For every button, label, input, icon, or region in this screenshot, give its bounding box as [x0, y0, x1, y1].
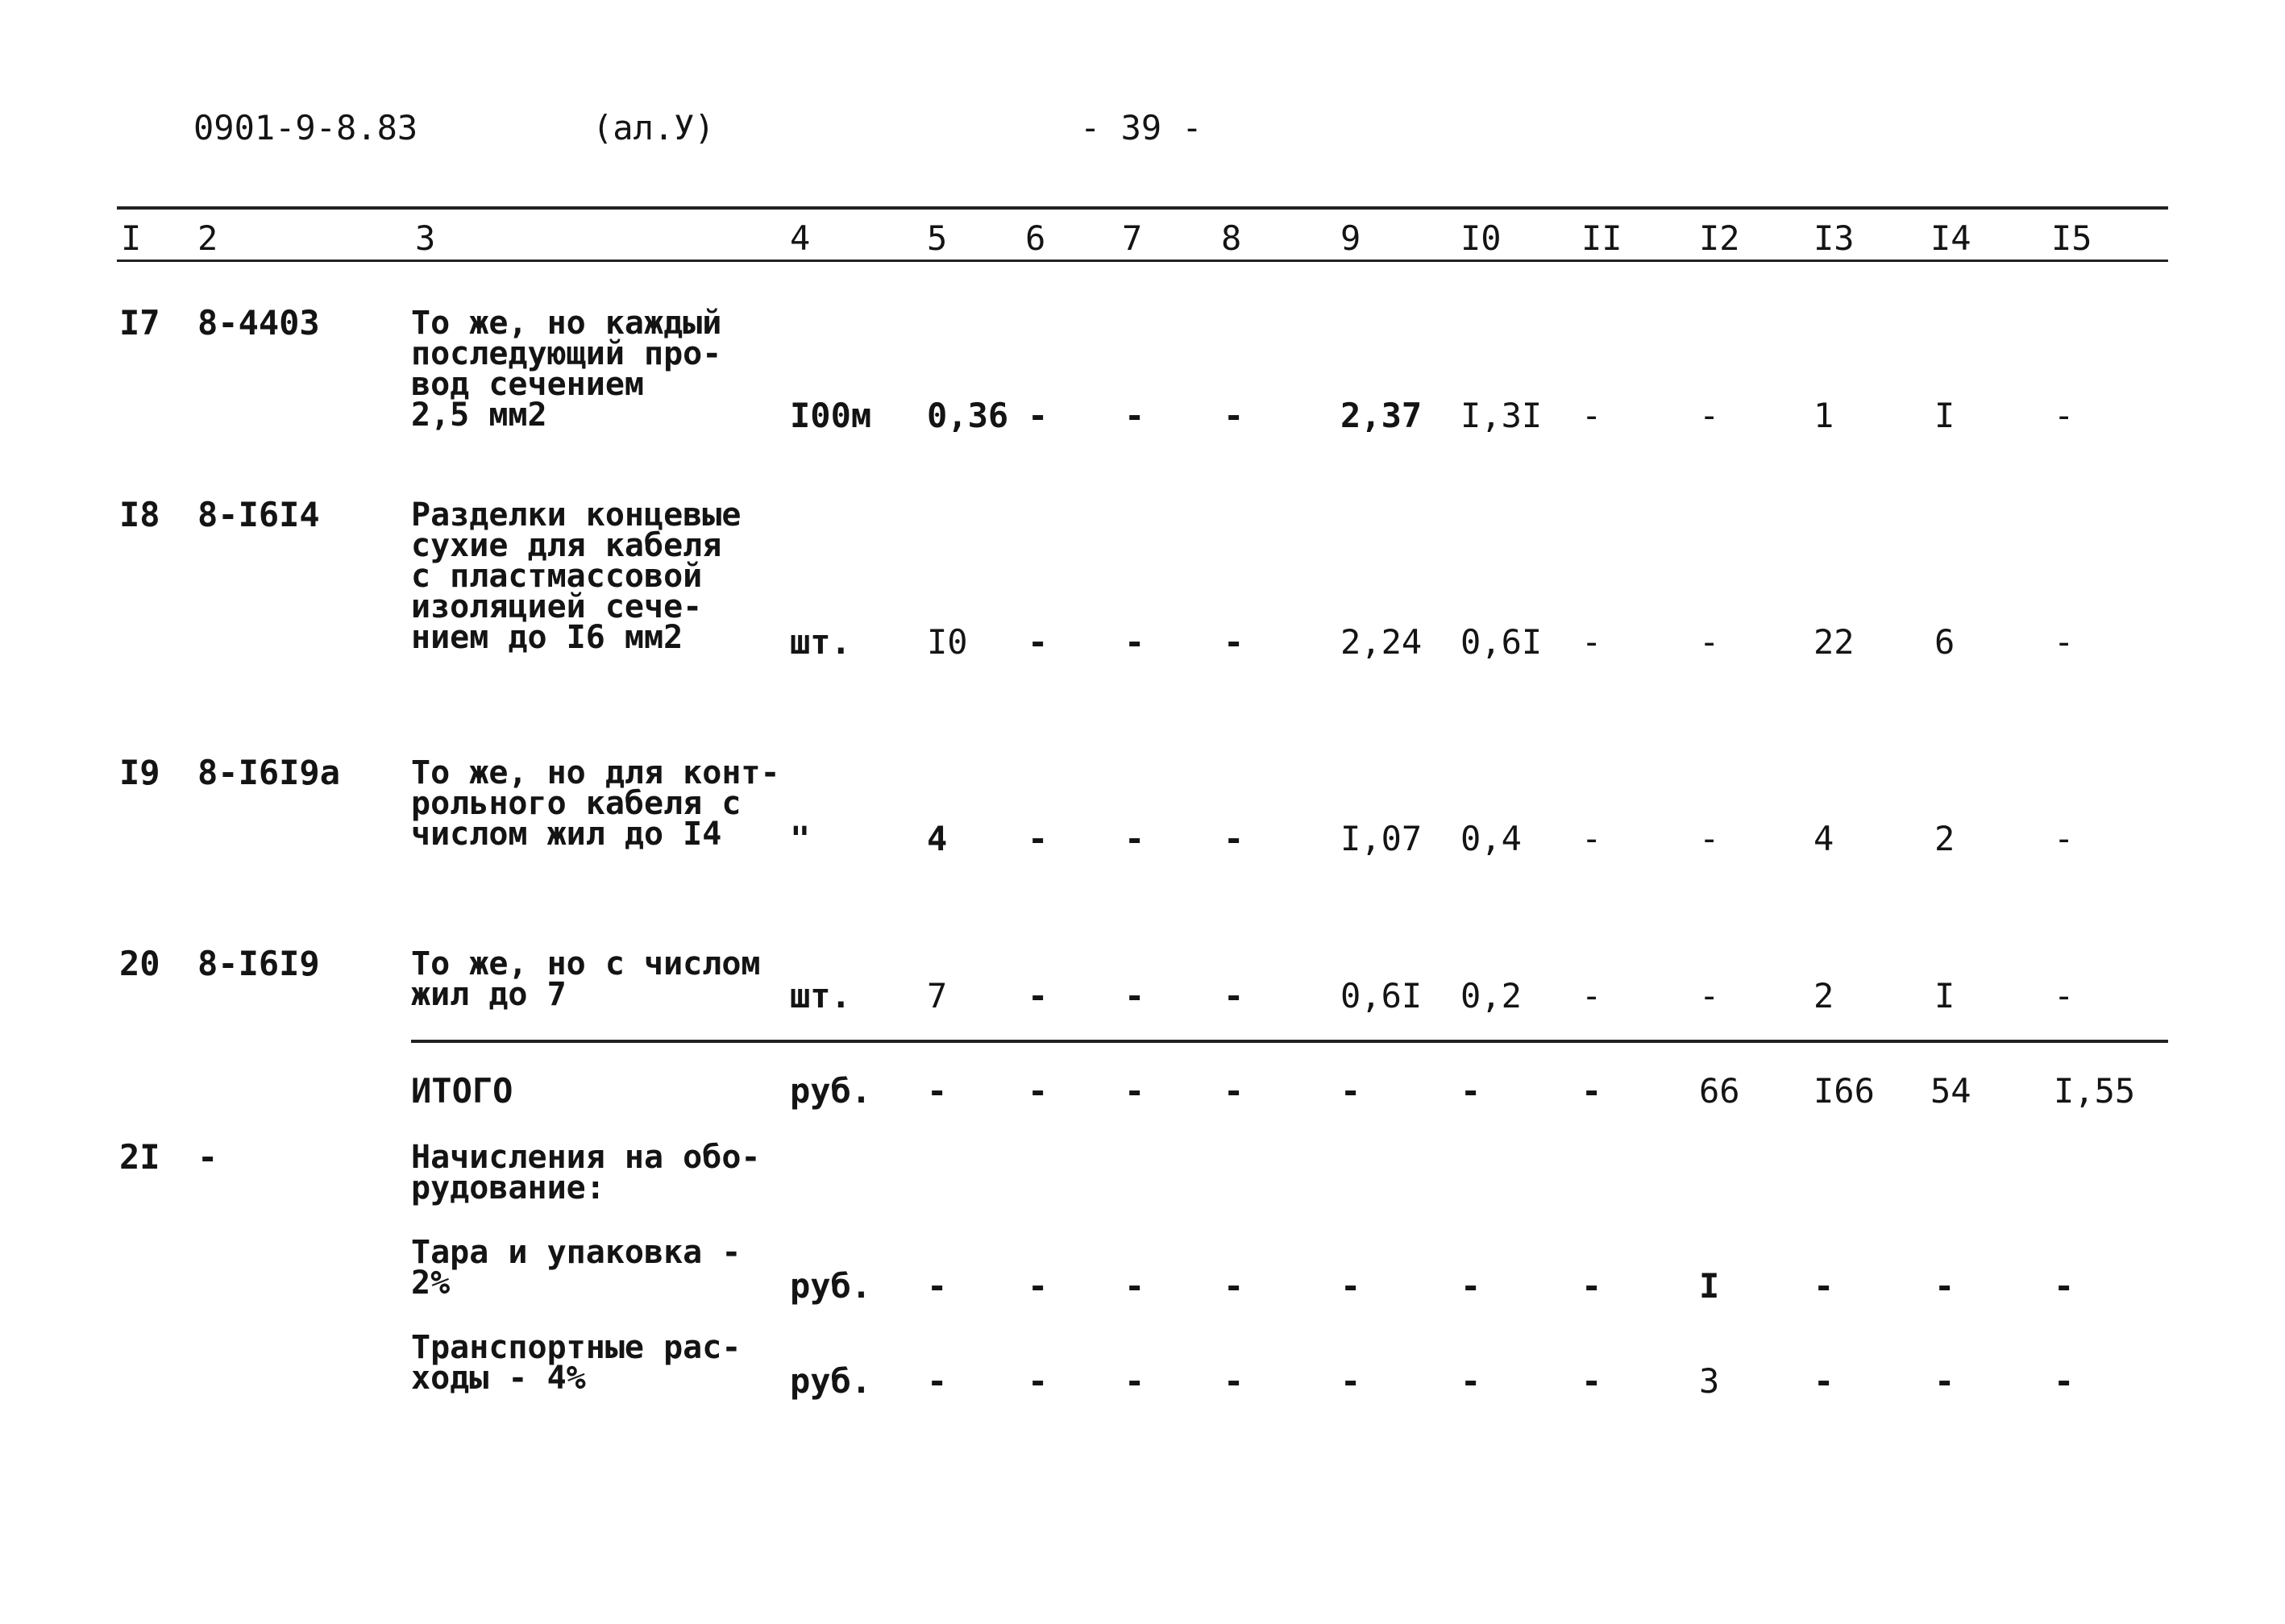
rate-code: -: [197, 1137, 218, 1177]
unit: ": [790, 819, 811, 858]
column-header: 2: [197, 218, 218, 258]
quantity: I0: [927, 622, 968, 662]
cell-col-6: -: [1028, 1266, 1049, 1306]
cell-col-12: -: [1699, 819, 1720, 858]
row-number: 20: [119, 944, 160, 983]
cell-col-13: 1: [1813, 396, 1834, 435]
cell-col-12: -: [1699, 622, 1720, 662]
row-number: I7: [119, 303, 160, 343]
cell-col-12: I: [1699, 1266, 1720, 1306]
column-header: 8: [1221, 218, 1242, 258]
cell-col-7: -: [1124, 1361, 1145, 1401]
cell-col-14: I: [1934, 396, 1955, 435]
cell-col-15: I,55: [2054, 1071, 2136, 1111]
row-description: То же, но с числом жил до 7: [411, 945, 761, 1013]
cell-col-12: 66: [1699, 1071, 1740, 1111]
cell-col-12: -: [1699, 976, 1720, 1016]
quantity: 7: [927, 976, 948, 1016]
rate-code: 8-4403: [197, 303, 320, 343]
cell-col-15: -: [2054, 396, 2075, 435]
quantity: 0,36: [927, 396, 1009, 435]
row-description: Разделки концевые сухие для кабеля с пластмассовой изоляцией сече- нием до I6 мм2: [411, 496, 742, 656]
cell-col-6: -: [1028, 1071, 1049, 1111]
column-header: 7: [1122, 218, 1143, 258]
cell-col-8: -: [1224, 396, 1244, 435]
cell-col-15: -: [2054, 1361, 2075, 1401]
cell-col-11: -: [1581, 976, 1602, 1016]
cell-col-14: -: [1934, 1266, 1955, 1306]
cell-col-7: -: [1124, 622, 1145, 662]
unit: руб.: [790, 1071, 872, 1111]
cell-col-5: -: [927, 1266, 948, 1306]
row-description: То же, но каждый последующий про- вод сечением 2,5 мм2: [411, 305, 722, 434]
cell-col-8: -: [1224, 819, 1244, 858]
rate-code: 8-I6I9: [197, 944, 320, 983]
cell-col-10: -: [1460, 1361, 1481, 1401]
cell-col-13: -: [1813, 1361, 1834, 1401]
quantity: 4: [927, 819, 948, 858]
cell-col-10: -: [1460, 1071, 1481, 1111]
charges-heading: Начисления на обо- рудование:: [411, 1139, 761, 1207]
column-header: 4: [790, 218, 811, 258]
cell-col-9: -: [1340, 1071, 1361, 1111]
cell-col-9: 2,37: [1340, 396, 1423, 435]
cell-col-14: I: [1934, 976, 1955, 1016]
cell-col-13: 4: [1813, 819, 1834, 858]
cell-col-15: -: [2054, 819, 2075, 858]
cell-col-10: -: [1460, 1266, 1481, 1306]
rate-code: 8-I6I4: [197, 495, 320, 534]
cell-col-11: -: [1581, 1361, 1602, 1401]
cell-col-8: -: [1224, 1071, 1244, 1111]
cell-col-6: -: [1028, 622, 1049, 662]
cell-col-10: 0,2: [1460, 976, 1522, 1016]
row-number: 2I: [119, 1137, 160, 1177]
rate-code: 8-I6I9а: [197, 753, 341, 792]
column-header: I4: [1930, 218, 1971, 258]
total-label: ИТОГО: [411, 1071, 513, 1111]
row-number: I9: [119, 753, 160, 792]
cell-col-14: -: [1934, 1361, 1955, 1401]
column-header: 5: [927, 218, 948, 258]
column-header: I2: [1699, 218, 1740, 258]
cell-col-9: -: [1340, 1266, 1361, 1306]
cell-col-15: -: [2054, 1266, 2075, 1306]
subtotal-rule: [411, 1040, 2168, 1043]
row-description: То же, но для конт- рольного кабеля с числом жил до I4: [411, 754, 780, 853]
unit: шт.: [790, 622, 851, 662]
cell-col-14: 2: [1934, 819, 1955, 858]
cell-col-5: -: [927, 1361, 948, 1401]
column-header: I5: [2051, 218, 2092, 258]
cell-col-9: 0,6I: [1340, 976, 1423, 1016]
cell-col-14: 54: [1930, 1071, 1971, 1111]
cell-col-13: I66: [1813, 1071, 1875, 1111]
cell-col-8: -: [1224, 622, 1244, 662]
album-reference: (ал.У): [592, 108, 715, 147]
cell-col-9: -: [1340, 1361, 1361, 1401]
cell-col-7: -: [1124, 1071, 1145, 1111]
cell-col-6: -: [1028, 976, 1049, 1016]
cell-col-7: -: [1124, 976, 1145, 1016]
column-header: 9: [1340, 218, 1361, 258]
cell-col-15: -: [2054, 976, 2075, 1016]
column-header: 6: [1025, 218, 1046, 258]
cell-col-13: 2: [1813, 976, 1834, 1016]
cell-col-6: -: [1028, 1361, 1049, 1401]
cell-col-12: 3: [1699, 1361, 1720, 1401]
cell-col-6: -: [1028, 396, 1049, 435]
unit: руб.: [790, 1266, 872, 1306]
header-bottom-rule: [117, 260, 2168, 262]
cell-col-13: -: [1813, 1266, 1834, 1306]
cell-col-7: -: [1124, 396, 1145, 435]
row-description: Транспортные рас- ходы - 4%: [411, 1329, 742, 1397]
row-description: Тара и упаковка - 2%: [411, 1234, 742, 1302]
column-header: I0: [1460, 218, 1502, 258]
cell-col-8: -: [1224, 976, 1244, 1016]
cell-col-14: 6: [1934, 622, 1955, 662]
page-number: - 39 -: [1080, 108, 1203, 147]
column-header: 3: [415, 218, 436, 258]
cell-col-11: -: [1581, 622, 1602, 662]
cell-col-8: -: [1224, 1266, 1244, 1306]
unit: I00м: [790, 396, 872, 435]
cell-col-7: -: [1124, 819, 1145, 858]
cell-col-12: -: [1699, 396, 1720, 435]
cell-col-11: -: [1581, 1266, 1602, 1306]
cell-col-11: -: [1581, 819, 1602, 858]
cell-col-7: -: [1124, 1266, 1145, 1306]
unit: руб.: [790, 1361, 872, 1401]
column-header: I: [121, 218, 142, 258]
cell-col-11: -: [1581, 396, 1602, 435]
unit: шт.: [790, 976, 851, 1016]
cell-col-13: 22: [1813, 622, 1855, 662]
cell-col-9: I,07: [1340, 819, 1423, 858]
cell-col-5: -: [927, 1071, 948, 1111]
cell-col-6: -: [1028, 819, 1049, 858]
document-code: 0901-9-8.83: [193, 108, 418, 147]
cell-col-11: -: [1581, 1071, 1602, 1111]
column-header: II: [1581, 218, 1622, 258]
cell-col-10: 0,4: [1460, 819, 1522, 858]
table-top-rule: [117, 206, 2168, 210]
cell-col-10: I,3I: [1460, 396, 1543, 435]
cell-col-10: 0,6I: [1460, 622, 1543, 662]
cell-col-9: 2,24: [1340, 622, 1423, 662]
row-number: I8: [119, 495, 160, 534]
cell-col-8: -: [1224, 1361, 1244, 1401]
cell-col-15: -: [2054, 622, 2075, 662]
column-header: I3: [1813, 218, 1855, 258]
